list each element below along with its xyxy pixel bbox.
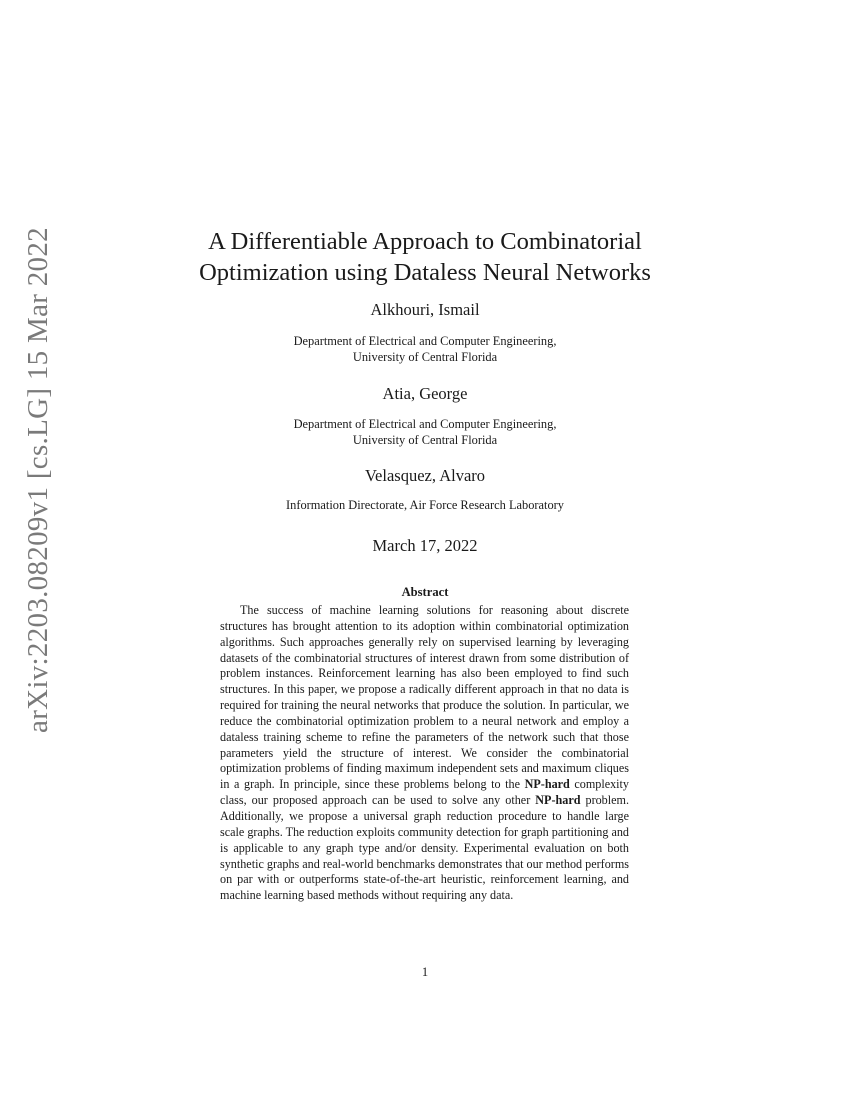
abstract-bold-term-1: NP-hard xyxy=(524,777,570,792)
affiliation-3-line-1: Information Directorate, Air Force Research Laboratory xyxy=(286,498,564,512)
affiliation-2-line-1: Department of Electrical and Computer Engineering, xyxy=(293,417,557,431)
affiliation-1-line-2: University of Central Florida xyxy=(352,350,498,364)
publication-date: March 17, 2022 xyxy=(372,536,478,555)
abstract-text-part-2: complexity class, our proposed approach can be used to solve any other xyxy=(220,777,629,808)
abstract-text xyxy=(220,603,629,904)
author-affiliation-1 xyxy=(150,333,700,365)
affiliation-1-line-1: Department of Electrical and Computer Engineering, xyxy=(293,334,557,348)
author-name-1: Alkhouri, Ismail xyxy=(370,300,480,319)
abstract-text-part-3: problem. Additionally, we propose a universal graph reduction procedure to handle large scale graphs. The reduction exploits community detection for graph partitioning and is applicable to any graph type and/or density. Experimental evaluation on both synthetic graphs and real-world benchmarks demonstrates that our method performs on par with or outperforms state-of-the-art heuristic, reinforcement learning, and machine learning based methods without requiring any data. xyxy=(220,793,629,903)
author-affiliation-3 xyxy=(150,497,700,513)
author-affiliation-2 xyxy=(150,416,700,448)
title-line-1: A Differentiable Approach to Combinatorial xyxy=(208,228,642,255)
abstract-bold-term-2: NP-hard xyxy=(535,793,581,808)
affiliation-2-line-2: University of Central Florida xyxy=(352,433,498,447)
author-name-2: Atia, George xyxy=(382,384,468,403)
paper-title xyxy=(150,226,700,288)
page-number: 1 xyxy=(421,965,429,979)
abstract-heading: Abstract xyxy=(401,585,449,599)
author-name-3: Velasquez, Alvaro xyxy=(364,466,486,485)
abstract-text-part-1: The success of machine learning solutions for reasoning about discrete structures has brought attention to its adoption within combinatorial optimization algorithms. Such approaches generally rely on supervised learning by leveraging datasets of the combinatorial structures of interest drawn from some distribution of problem instances. Reinforcement learning has also been employed to find such structures. In this paper, we propose a radically different approach in that no data is required for training the neural networks that produce the solution. In particular, we reduce the combinatorial optimization problem to a neural network and employ a dataless training scheme to refine the parameters of the network such that those parameters yield the structure of interest. We consider the combinatorial optimization problems of finding maximum independent sets and maximum cliques in a graph. In principle, since these problems belong to the xyxy=(220,603,629,792)
title-line-2: Optimization using Dataless Neural Networks xyxy=(199,259,651,286)
arxiv-identifier-stamp: arXiv:2203.08209v1 [cs.LG] 15 Mar 2022 xyxy=(22,227,54,733)
